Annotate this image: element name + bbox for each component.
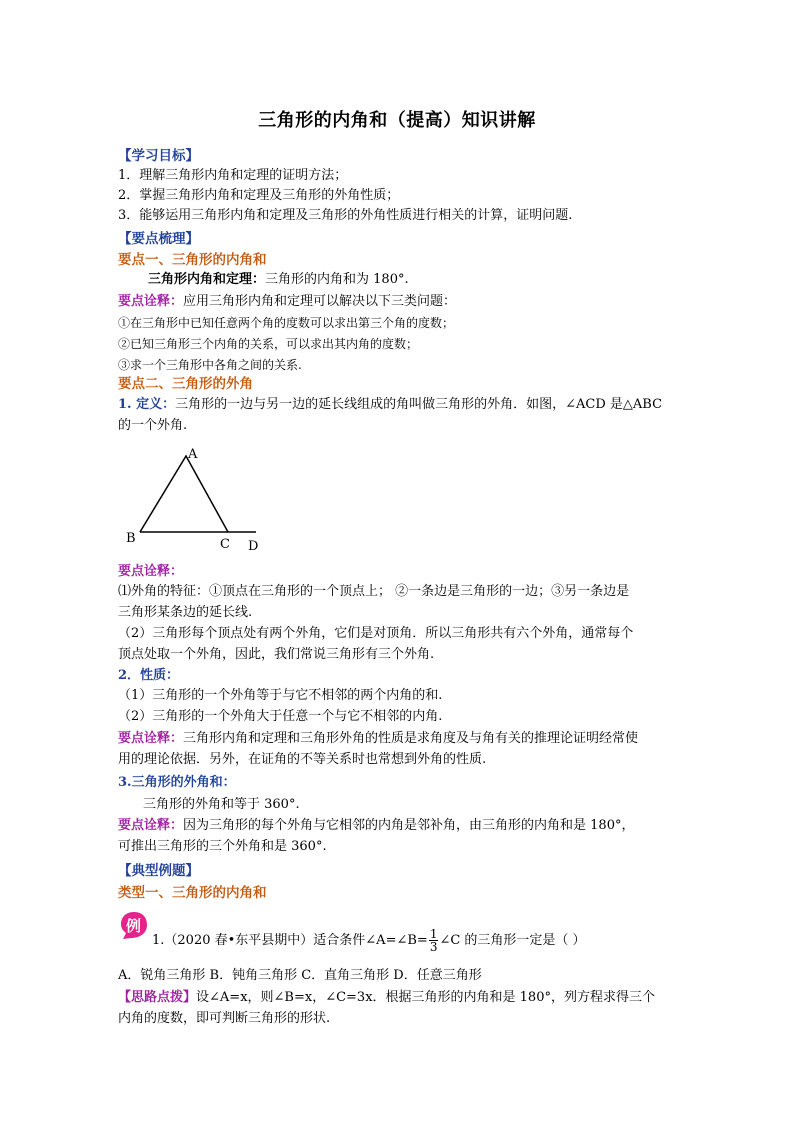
page-title: 三角形的内角和（提高）知识讲解	[258, 110, 536, 131]
theorem-text: 三角形的内角和为 180°.	[265, 272, 409, 287]
fraction-denominator: 3	[429, 940, 438, 954]
goals-heading: 【学习目标】	[118, 148, 199, 164]
vertex-a-label: A	[188, 447, 198, 462]
note3-text: 因为三角形的每个外角与它相邻的内角是邻补角，由三角形的内角和是 180°，	[183, 818, 635, 833]
point1-note	[118, 292, 456, 312]
vertex-b-label: B	[126, 531, 136, 546]
note3-label: 要点诠释：	[118, 818, 184, 833]
theorem-label: 三角形内角和定理：	[148, 272, 266, 287]
hint-line-2: 内角的度数，即可判断三角形的形状.	[118, 1011, 331, 1026]
point2-note-line-3: （2）三角形每个顶点处有两个外角，它们是对顶角．所以三角形共有六个外角，通常每个	[118, 626, 634, 641]
fraction-one-third	[429, 928, 439, 953]
vertex-c-label: C	[220, 537, 230, 552]
hint-text: 设∠A=x，则∠B=x，∠C=3x．根据三角形的内角和是 180°，列方程求得三个	[196, 990, 655, 1005]
question-1	[152, 928, 586, 954]
theorem-line	[148, 270, 409, 290]
exterior-sum-label: 3.三角形的外角和：	[118, 775, 236, 790]
point2-note-label: 要点诠释：	[118, 564, 184, 579]
goal-item-1: 1．理解三角形内角和定理的证明方法；	[118, 168, 348, 183]
question-1-prefix: 1.（2020 春•东平县期中）适合条件∠A=∠B=	[152, 933, 428, 948]
question-1-options: A．锐角三角形 B．钝角三角形 C．直角三角形 D．任意三角形	[118, 968, 482, 983]
point-d-label: D	[248, 539, 259, 554]
definition-text: 三角形的一边与另一边的延长线组成的角叫做三角形的外角．如图，∠ACD 是△ABC	[175, 397, 663, 412]
point2-note3-line-1	[118, 816, 634, 836]
definition-line-2: 的一个外角.	[118, 418, 188, 433]
hint-label: 【思路点拨】	[118, 990, 197, 1005]
point2-note-line-4: 顶点处取一个外角，因此，我们常说三角形有三个外角.	[118, 647, 435, 662]
hint-line-1	[118, 988, 655, 1008]
example-badge-icon	[119, 910, 149, 940]
definition-line-1	[118, 395, 662, 415]
question-1-suffix: ∠C 的三角形一定是（ ）	[439, 933, 586, 948]
point2-note2-line-1	[118, 729, 638, 749]
goal-item-3: 3．能够运用三角形内角和定理及三角形的外角性质进行相关的计算，证明问题.	[118, 208, 573, 223]
triangle-figure	[120, 440, 280, 560]
goal-item-2: 2．掌握三角形内角和定理及三角形的外角性质；	[118, 188, 400, 203]
point2-note-line-2: 三角形某条边的延长线.	[118, 605, 253, 620]
point2-note-line-1: ⑴外角的特征：①顶点在三角形的一个顶点上； ②一条边是三角形的一边；③另一条边是	[118, 584, 630, 599]
point2-note2-line-2: 用的理论依据．另外，在证角的不等关系时也常想到外角的性质.	[118, 752, 487, 767]
fraction-numerator: 1	[429, 927, 438, 941]
example-badge-text: 例	[126, 917, 142, 935]
points-heading: 【要点梳理】	[118, 231, 199, 247]
triangle-sides	[140, 456, 228, 532]
definition-label: 1. 定义：	[118, 397, 176, 412]
property-label: 2．性质：	[118, 668, 180, 683]
point1-item-2: ②已知三角形三个内角的关系，可以求出其内角的度数；	[118, 337, 419, 351]
note2-label: 要点诠释：	[118, 731, 184, 746]
property-item-2: （2）三角形的一个外角大于任意一个与它不相邻的内角.	[118, 709, 443, 724]
exterior-sum-text: 三角形的外角和等于 360°.	[143, 797, 300, 812]
note-text: 应用三角形内角和定理可以解决以下三类问题：	[183, 294, 457, 309]
note2-text: 三角形内角和定理和三角形外角的性质是求角度及与角有关的推理论证明经常使	[183, 731, 639, 746]
note-label: 要点诠释：	[118, 294, 184, 309]
point2-heading: 要点二、三角形的外角	[118, 376, 253, 392]
point1-item-1: ①在三角形中已知任意两个角的度数可以求出第三个角的度数；	[118, 316, 455, 330]
property-item-1: （1）三角形的一个外角等于与它不相邻的两个内角的和.	[118, 688, 443, 703]
point2-note3-line-2: 可推出三角形的三个外角和是 360°.	[118, 839, 327, 854]
point1-heading: 要点一、三角形的内角和	[118, 252, 267, 268]
point1-item-3: ③求一个三角形中各角之间的关系.	[118, 358, 302, 372]
examples-heading: 【典型例题】	[118, 863, 199, 879]
type1-heading: 类型一、三角形的内角和	[118, 885, 267, 901]
